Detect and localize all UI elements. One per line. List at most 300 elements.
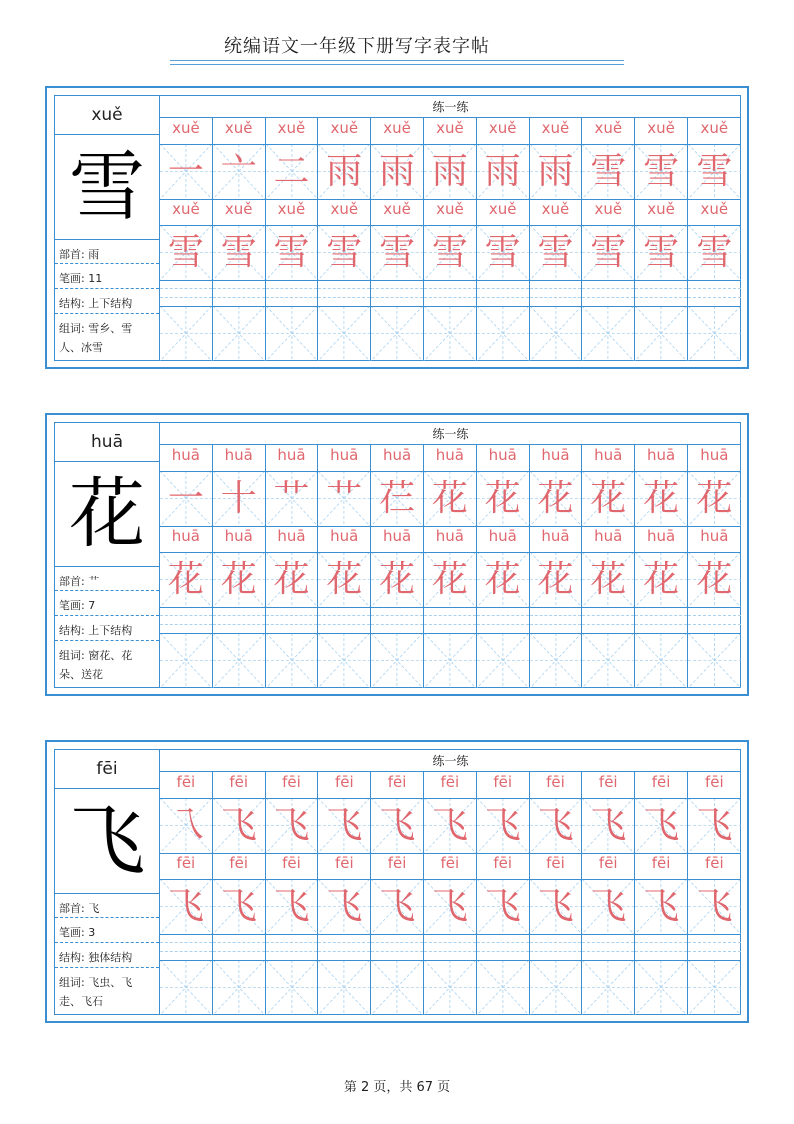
words-info-line2: 人、冰雪 xyxy=(59,341,103,354)
char-cell[interactable] xyxy=(530,306,583,361)
pinyin-text: huā xyxy=(435,527,464,545)
char-cell[interactable] xyxy=(635,471,688,526)
trace-char: 飞 xyxy=(590,886,627,927)
pinyin-cell[interactable] xyxy=(160,772,213,798)
pinyin-cell[interactable] xyxy=(213,280,266,306)
pinyin-cell[interactable] xyxy=(318,526,371,552)
tian-grid-guides xyxy=(582,306,634,361)
pinyin-guide-line xyxy=(424,297,476,298)
pinyin-guide-line xyxy=(160,951,212,952)
pinyin-cell[interactable] xyxy=(635,199,688,225)
words-info-line1: 组词: 飞虫、飞 xyxy=(59,976,133,989)
pinyin-text: xuě xyxy=(277,119,306,137)
pinyin-cell[interactable] xyxy=(530,934,583,960)
trace-char: 飞 xyxy=(484,805,521,846)
pinyin-cell[interactable] xyxy=(530,853,583,879)
char-cell[interactable] xyxy=(160,960,213,1015)
pinyin-guide-line xyxy=(318,288,370,289)
trace-char: 雪 xyxy=(484,232,521,273)
char-row xyxy=(160,225,741,280)
pinyin-text: huā xyxy=(700,527,729,545)
trace-char: 飞 xyxy=(431,805,468,846)
char-cell[interactable] xyxy=(266,144,319,199)
pinyin-row xyxy=(160,772,741,798)
pinyin-cell[interactable] xyxy=(318,445,371,471)
trace-char: ⾬ xyxy=(326,151,363,192)
pinyin-text: xuě xyxy=(330,119,359,137)
tian-grid-guides xyxy=(530,633,582,688)
pinyin-text: huā xyxy=(594,446,623,464)
pinyin-cell[interactable] xyxy=(266,280,319,306)
card-inner-frame xyxy=(54,95,741,361)
pinyin-cell[interactable] xyxy=(371,118,424,144)
pinyin-cell[interactable] xyxy=(371,199,424,225)
pinyin-cell[interactable] xyxy=(477,607,530,633)
pinyin-text: xuě xyxy=(594,200,623,218)
char-cell[interactable] xyxy=(635,798,688,853)
trace-char: 雪 xyxy=(643,232,680,273)
pinyin-cell[interactable] xyxy=(371,526,424,552)
pinyin-guide-line xyxy=(318,615,370,616)
char-cell[interactable] xyxy=(160,144,213,199)
trace-char: 花 xyxy=(696,478,733,519)
pinyin-cell[interactable] xyxy=(160,853,213,879)
char-cell[interactable] xyxy=(530,225,583,280)
pinyin-cell[interactable] xyxy=(530,280,583,306)
pinyin-cell[interactable] xyxy=(318,118,371,144)
pinyin-guide-line xyxy=(213,624,265,625)
pinyin-cell[interactable] xyxy=(582,853,635,879)
pinyin-guide-line xyxy=(160,615,212,616)
pinyin-cell[interactable] xyxy=(160,607,213,633)
char-row xyxy=(160,144,741,199)
trace-char: 雪 xyxy=(167,232,204,273)
pinyin-guide-line xyxy=(371,951,423,952)
char-cell[interactable] xyxy=(688,225,741,280)
trace-char: 艹 xyxy=(326,478,363,519)
char-cell[interactable] xyxy=(424,144,477,199)
char-cell[interactable] xyxy=(213,879,266,934)
tian-grid-guides xyxy=(318,960,370,1015)
char-cell[interactable] xyxy=(318,225,371,280)
pinyin-cell[interactable] xyxy=(318,934,371,960)
char-cell[interactable] xyxy=(318,552,371,607)
tian-grid-guides xyxy=(266,960,318,1015)
char-cell[interactable] xyxy=(213,798,266,853)
trace-char: 飞 xyxy=(379,886,416,927)
pinyin-cell[interactable] xyxy=(530,199,583,225)
row-divider xyxy=(160,144,741,145)
pinyin-text: xuě xyxy=(436,200,464,218)
pinyin-cell[interactable] xyxy=(582,445,635,471)
pinyin-cell[interactable] xyxy=(688,280,741,306)
char-cell[interactable] xyxy=(530,552,583,607)
pinyin-cell[interactable] xyxy=(424,934,477,960)
char-cell[interactable] xyxy=(160,552,213,607)
trace-char: 花 xyxy=(643,478,680,519)
pinyin-cell[interactable] xyxy=(160,118,213,144)
tian-grid-guides xyxy=(371,960,423,1015)
char-cell[interactable] xyxy=(424,306,477,361)
page-footer: 第 2 页，共 67 页 xyxy=(343,1080,451,1095)
pinyin-cell[interactable] xyxy=(318,280,371,306)
strokes-info: 笔画: 7 xyxy=(59,599,96,612)
pinyin-cell[interactable] xyxy=(213,118,266,144)
char-cell[interactable] xyxy=(213,225,266,280)
pinyin-cell[interactable] xyxy=(477,118,530,144)
char-cell[interactable] xyxy=(688,552,741,607)
tian-grid-guides xyxy=(371,633,423,688)
char-cell[interactable] xyxy=(477,798,530,853)
char-cell[interactable] xyxy=(160,879,213,934)
char-cell[interactable] xyxy=(688,306,741,361)
char-cell[interactable] xyxy=(213,306,266,361)
model-char-box xyxy=(55,134,159,240)
pinyin-cell[interactable] xyxy=(635,772,688,798)
char-cell[interactable] xyxy=(582,552,635,607)
char-cell[interactable] xyxy=(530,144,583,199)
char-cell[interactable] xyxy=(477,879,530,934)
char-cell[interactable] xyxy=(318,798,371,853)
pinyin-cell[interactable] xyxy=(213,526,266,552)
pinyin-cell[interactable] xyxy=(582,607,635,633)
pinyin-cell[interactable] xyxy=(530,772,583,798)
pinyin-cell[interactable] xyxy=(477,199,530,225)
pinyin-text: huā xyxy=(488,527,517,545)
char-cell[interactable] xyxy=(318,633,371,688)
char-cell[interactable] xyxy=(424,960,477,1015)
pinyin-cell[interactable] xyxy=(582,934,635,960)
char-cell[interactable] xyxy=(318,879,371,934)
char-cell[interactable] xyxy=(371,471,424,526)
pinyin-cell[interactable] xyxy=(266,526,319,552)
char-pinyin: fēi xyxy=(96,759,118,779)
char-cell[interactable] xyxy=(160,798,213,853)
char-cell[interactable] xyxy=(688,471,741,526)
tian-grid-guides xyxy=(688,306,741,361)
char-cell[interactable] xyxy=(582,225,635,280)
pinyin-cell[interactable] xyxy=(635,118,688,144)
pinyin-cell[interactable] xyxy=(635,607,688,633)
pinyin-text: fēi xyxy=(282,854,301,872)
trace-char: 花 xyxy=(484,559,521,600)
char-cell[interactable] xyxy=(371,306,424,361)
pinyin-text: fēi xyxy=(493,854,513,872)
char-cell[interactable] xyxy=(213,471,266,526)
char-cell[interactable] xyxy=(582,306,635,361)
char-cell[interactable] xyxy=(688,144,741,199)
pinyin-cell[interactable] xyxy=(688,772,741,798)
tian-grid-guides xyxy=(688,960,741,1015)
char-cell[interactable] xyxy=(266,306,319,361)
char-cell[interactable] xyxy=(582,144,635,199)
pinyin-guide-line xyxy=(424,615,476,616)
tian-grid-guides xyxy=(266,306,318,361)
pinyin-cell[interactable] xyxy=(213,772,266,798)
pinyin-cell[interactable] xyxy=(688,934,741,960)
pinyin-cell[interactable] xyxy=(424,118,477,144)
pinyin-guide-line xyxy=(477,624,529,625)
pinyin-cell[interactable] xyxy=(318,607,371,633)
pinyin-cell[interactable] xyxy=(688,526,741,552)
pinyin-cell[interactable] xyxy=(318,772,371,798)
char-cell[interactable] xyxy=(266,798,319,853)
pinyin-text: xuě xyxy=(488,200,517,218)
pinyin-cell[interactable] xyxy=(160,934,213,960)
pinyin-cell[interactable] xyxy=(213,445,266,471)
char-cell[interactable] xyxy=(635,960,688,1015)
char-cell[interactable] xyxy=(371,633,424,688)
pinyin-guide-line xyxy=(213,297,265,298)
char-cell[interactable] xyxy=(371,960,424,1015)
char-cell[interactable] xyxy=(582,633,635,688)
pinyin-cell[interactable] xyxy=(582,526,635,552)
char-cell[interactable] xyxy=(530,798,583,853)
pinyin-guide-line xyxy=(371,624,423,625)
pinyin-cell[interactable] xyxy=(160,199,213,225)
pinyin-cell[interactable] xyxy=(530,607,583,633)
pinyin-cell[interactable] xyxy=(477,526,530,552)
char-cell[interactable] xyxy=(582,471,635,526)
char-cell[interactable] xyxy=(635,225,688,280)
pinyin-cell[interactable] xyxy=(688,199,741,225)
pinyin-cell[interactable] xyxy=(213,934,266,960)
pinyin-cell[interactable] xyxy=(371,607,424,633)
pinyin-text: xuě xyxy=(647,200,675,218)
pinyin-cell[interactable] xyxy=(424,772,477,798)
char-cell[interactable] xyxy=(688,960,741,1015)
char-cell[interactable] xyxy=(266,225,319,280)
char-info-column xyxy=(55,423,160,687)
trace-char: 雪 xyxy=(326,232,363,273)
tian-grid-guides xyxy=(213,306,265,361)
char-cell[interactable] xyxy=(371,798,424,853)
tian-grid-guides xyxy=(635,960,687,1015)
char-cell[interactable] xyxy=(424,471,477,526)
char-cell[interactable] xyxy=(477,225,530,280)
pinyin-cell[interactable] xyxy=(530,118,583,144)
char-cell[interactable] xyxy=(266,879,319,934)
pinyin-cell[interactable] xyxy=(635,445,688,471)
pinyin-cell[interactable] xyxy=(424,199,477,225)
title-underline-2 xyxy=(170,64,624,65)
pinyin-text: fēi xyxy=(440,854,460,872)
pinyin-cell[interactable] xyxy=(160,280,213,306)
char-cell[interactable] xyxy=(477,306,530,361)
trace-char: 雪 xyxy=(273,232,310,273)
char-cell[interactable] xyxy=(424,552,477,607)
pinyin-guide-line xyxy=(424,942,476,943)
char-card xyxy=(45,86,749,369)
trace-char: 飞 xyxy=(326,886,363,927)
char-cell[interactable] xyxy=(424,879,477,934)
pinyin-cell[interactable] xyxy=(318,853,371,879)
pinyin-cell[interactable] xyxy=(371,280,424,306)
trace-char: 雪 xyxy=(643,151,680,192)
document-title: 统编语文一年级下册写字表字帖 xyxy=(224,36,490,57)
char-cell[interactable] xyxy=(266,552,319,607)
char-cell[interactable] xyxy=(266,960,319,1015)
pinyin-text: huā xyxy=(488,446,517,464)
info-divider xyxy=(55,917,159,918)
char-cell[interactable] xyxy=(213,144,266,199)
char-cell[interactable] xyxy=(530,471,583,526)
pinyin-text: xuě xyxy=(224,200,253,218)
pinyin-cell[interactable] xyxy=(424,280,477,306)
char-cell[interactable] xyxy=(530,633,583,688)
pinyin-text: xuě xyxy=(172,200,200,218)
pinyin-cell[interactable] xyxy=(371,772,424,798)
pinyin-guide-line xyxy=(688,942,741,943)
pinyin-cell[interactable] xyxy=(688,118,741,144)
char-cell[interactable] xyxy=(213,960,266,1015)
pinyin-cell[interactable] xyxy=(266,853,319,879)
char-cell[interactable] xyxy=(477,144,530,199)
char-cell[interactable] xyxy=(635,552,688,607)
char-cell[interactable] xyxy=(688,798,741,853)
char-cell[interactable] xyxy=(266,633,319,688)
trace-char: 飞 xyxy=(431,886,468,927)
pinyin-cell[interactable] xyxy=(477,772,530,798)
char-cell[interactable] xyxy=(371,552,424,607)
pinyin-cell[interactable] xyxy=(160,526,213,552)
pinyin-cell[interactable] xyxy=(424,526,477,552)
trace-char: 雨 xyxy=(484,151,521,192)
pinyin-cell[interactable] xyxy=(477,445,530,471)
char-cell[interactable] xyxy=(213,552,266,607)
char-cell[interactable] xyxy=(371,225,424,280)
char-cell[interactable] xyxy=(635,879,688,934)
char-cell[interactable] xyxy=(213,633,266,688)
pinyin-cell[interactable] xyxy=(635,934,688,960)
pinyin-cell[interactable] xyxy=(213,607,266,633)
pinyin-cell[interactable] xyxy=(582,772,635,798)
char-cell[interactable] xyxy=(477,552,530,607)
pinyin-guide-line xyxy=(635,288,687,289)
char-cell[interactable] xyxy=(530,960,583,1015)
pinyin-text: huā xyxy=(224,446,253,464)
pinyin-cell[interactable] xyxy=(477,280,530,306)
pinyin-text: xuě xyxy=(594,119,623,137)
pinyin-cell[interactable] xyxy=(530,526,583,552)
char-cell[interactable] xyxy=(160,225,213,280)
char-cell[interactable] xyxy=(582,879,635,934)
pinyin-cell[interactable] xyxy=(582,280,635,306)
pinyin-cell[interactable] xyxy=(160,445,213,471)
info-divider xyxy=(55,615,159,616)
pinyin-cell[interactable] xyxy=(477,853,530,879)
trace-char: 飞 xyxy=(696,805,733,846)
pinyin-text: fēi xyxy=(387,854,407,872)
tian-grid-guides xyxy=(477,633,529,688)
pinyin-cell[interactable] xyxy=(635,280,688,306)
pinyin-cell[interactable] xyxy=(424,445,477,471)
char-cell[interactable] xyxy=(160,633,213,688)
char-cell[interactable] xyxy=(582,960,635,1015)
pinyin-cell[interactable] xyxy=(266,607,319,633)
pinyin-cell[interactable] xyxy=(266,199,319,225)
pinyin-cell[interactable] xyxy=(688,445,741,471)
char-cell[interactable] xyxy=(318,960,371,1015)
char-cell[interactable] xyxy=(424,225,477,280)
pinyin-cell[interactable] xyxy=(266,445,319,471)
trace-char: 飞 xyxy=(590,805,627,846)
char-cell[interactable] xyxy=(160,471,213,526)
trace-char: 花 xyxy=(590,478,627,519)
pinyin-cell[interactable] xyxy=(477,934,530,960)
tian-grid-guides xyxy=(160,306,212,361)
pinyin-cell[interactable] xyxy=(688,607,741,633)
char-cell[interactable] xyxy=(530,879,583,934)
char-cell[interactable] xyxy=(424,633,477,688)
char-cell[interactable] xyxy=(635,633,688,688)
char-cell[interactable] xyxy=(477,471,530,526)
pinyin-cell[interactable] xyxy=(213,853,266,879)
pinyin-cell[interactable] xyxy=(424,853,477,879)
pinyin-cell[interactable] xyxy=(530,445,583,471)
char-cell[interactable] xyxy=(371,879,424,934)
pinyin-cell[interactable] xyxy=(266,772,319,798)
char-cell[interactable] xyxy=(160,306,213,361)
pinyin-cell[interactable] xyxy=(318,199,371,225)
pinyin-cell[interactable] xyxy=(266,934,319,960)
row-divider xyxy=(160,853,741,854)
pinyin-guide-line xyxy=(635,951,687,952)
char-cell[interactable] xyxy=(635,144,688,199)
pinyin-guide-line xyxy=(266,615,318,616)
pinyin-cell[interactable] xyxy=(213,199,266,225)
char-cell[interactable] xyxy=(688,879,741,934)
char-card xyxy=(45,413,749,696)
char-cell[interactable] xyxy=(318,306,371,361)
char-cell[interactable] xyxy=(318,144,371,199)
pinyin-cell[interactable] xyxy=(688,853,741,879)
pinyin-cell[interactable] xyxy=(371,934,424,960)
trace-char: 雪 xyxy=(431,232,468,273)
trace-char: 雨 xyxy=(431,151,468,192)
info-divider xyxy=(55,263,159,264)
tian-grid-guides xyxy=(213,633,265,688)
pinyin-cell[interactable] xyxy=(582,199,635,225)
pinyin-cell[interactable] xyxy=(635,853,688,879)
pinyin-cell[interactable] xyxy=(266,118,319,144)
char-row xyxy=(160,552,741,607)
char-cell[interactable] xyxy=(477,960,530,1015)
char-cell[interactable] xyxy=(266,471,319,526)
row-divider xyxy=(160,306,741,307)
char-cell[interactable] xyxy=(318,471,371,526)
pinyin-cell[interactable] xyxy=(582,118,635,144)
pinyin-text: xuě xyxy=(330,200,359,218)
practice-grid xyxy=(160,750,741,1014)
char-cell[interactable] xyxy=(371,144,424,199)
tian-grid-guides xyxy=(635,633,687,688)
pinyin-cell[interactable] xyxy=(371,445,424,471)
char-cell[interactable] xyxy=(635,306,688,361)
pinyin-cell[interactable] xyxy=(371,853,424,879)
trace-char: 雪 xyxy=(696,232,733,273)
pinyin-cell[interactable] xyxy=(635,526,688,552)
pinyin-cell[interactable] xyxy=(424,607,477,633)
trace-char: 花 xyxy=(537,559,574,600)
tian-grid-guides xyxy=(160,960,212,1015)
pinyin-guide-line xyxy=(318,624,370,625)
char-cell[interactable] xyxy=(477,633,530,688)
char-cell[interactable] xyxy=(424,798,477,853)
char-cell[interactable] xyxy=(582,798,635,853)
char-cell[interactable] xyxy=(688,633,741,688)
practice-grid xyxy=(160,423,741,687)
